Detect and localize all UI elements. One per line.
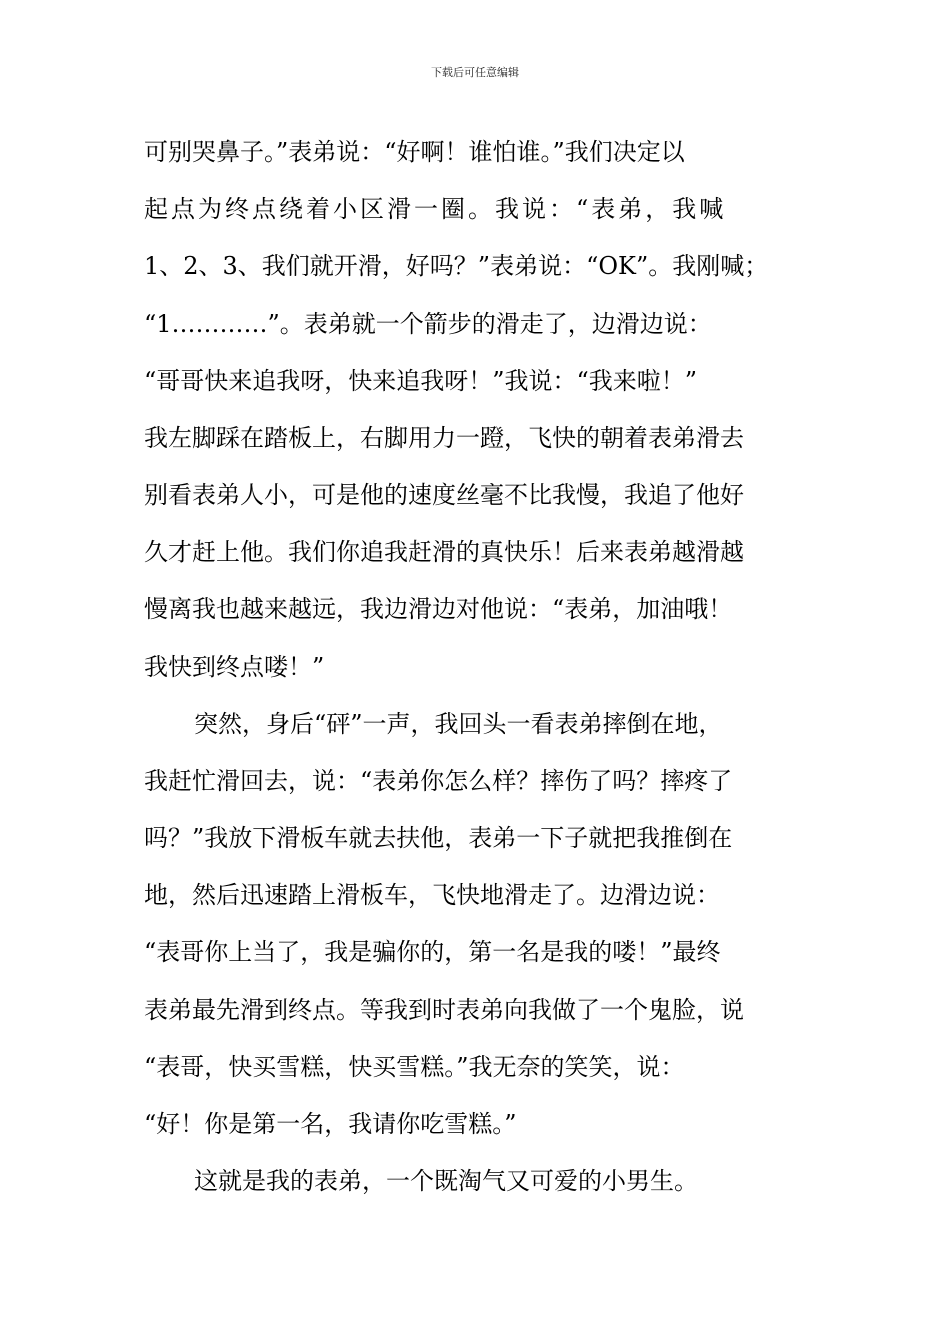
text-line: “哥哥快来追我呀，快来追我呀！”我说：“我来啦！” xyxy=(144,367,698,395)
text-line: 表弟最先滑到终点。等我到时表弟向我做了一个鬼脸，说 xyxy=(144,996,744,1024)
paragraph-start-line: 突然，身后“砰”一声，我回头一看表弟摔倒在地， xyxy=(194,710,723,738)
paragraph-start-line: 这就是我的表弟，一个既淘气又可爱的小男生。 xyxy=(194,1167,698,1195)
text-line: “表哥，快买雪糕，快买雪糕。”我无奈的笑笑，说： xyxy=(144,1053,685,1081)
text-line: 久才赶上他。我们你追我赶滑的真快乐！后来表弟越滑越 xyxy=(144,538,744,566)
text-line: 我左脚踩在踏板上，右脚用力一蹬，飞快的朝着表弟滑去 xyxy=(144,424,744,452)
text-line: 我快到终点喽！” xyxy=(144,653,325,681)
text-line: 我赶忙滑回去，说：“表弟你怎么样？摔伤了吗？摔疼了 xyxy=(144,767,733,795)
text-line: 慢离我也越来越远，我边滑边对他说：“表弟，加油哦！ xyxy=(144,595,733,623)
text-line: 吗？”我放下滑板车就去扶他，表弟一下子就把我推倒在 xyxy=(144,824,733,852)
text-line: 地，然后迅速踏上滑板车，飞快地滑走了。边滑边说： xyxy=(144,881,720,909)
text-line: “表哥你上当了，我是骗你的，第一名是我的喽！”最终 xyxy=(144,938,721,966)
text-line: 别看表弟人小，可是他的速度丝毫不比我慢，我追了他好 xyxy=(144,481,744,509)
page-header-note: 下载后可任意编辑 xyxy=(431,66,519,79)
text-line: 可别哭鼻子。”表弟说：“好啊！谁怕谁。”我们决定以 xyxy=(144,138,685,166)
text-line: “1…………”。表弟就一个箭步的滑走了，边滑边说： xyxy=(144,310,712,338)
text-line: 1、2、3、我们就开滑，好吗？”表弟说：“OK”。我刚喊； xyxy=(144,252,769,280)
text-line: 起点为终点绕着小区滑一圈。我说：“表弟，我喊 xyxy=(144,195,727,223)
text-line: “好！你是第一名，我请你吃雪糕。” xyxy=(144,1110,517,1138)
